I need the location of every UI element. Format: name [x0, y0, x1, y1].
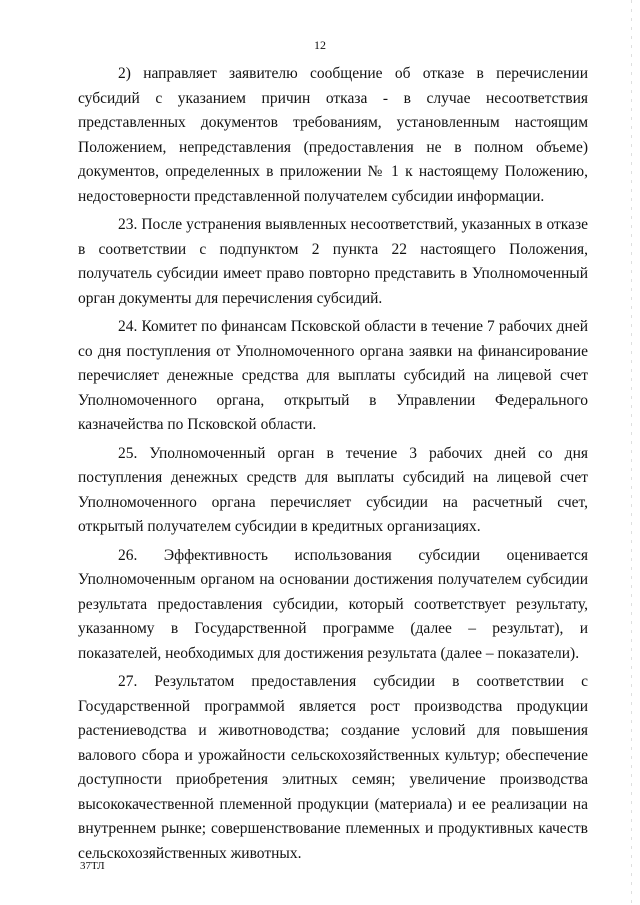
page-number: 12	[314, 38, 326, 52]
paragraph-27: 27. Результатом предоставления субсидии в соответствии с Государственной программой является рост производства продукции растениеводства и животноводства; создание условий для повышения валового сбора и урожайности сельскохозяйственных культур; обеспечение доступности приобретения элитных семян; увеличение производства высококачественной племенной продукции (материала) и ее реализации на внутреннем рынке; совершенствование племенных и продуктивных качеств сельскохозяйственных животных.	[78, 673, 588, 862]
paragraph-23: 23. После устранения выявленных несоответствий, указанных в отказе в соответствии с подпунктом 2 пункта 22 настоящего Положения, получатель субсидии имеет право повторно представить в Уполномоченный орган документы для перечисления субсидий.	[78, 216, 588, 307]
paragraph-item-2: 2) направляет заявителю сообщение об отказе в перечислении субсидий с указанием причин отказа - в случае несоответствия представленных документов требованиям, установленным настоящим Положением, непредставления (предоставления не в полном объеме) документов, определенных в приложении № 1 к настоящему Положению, недостоверности представленной получателем субсидии информации.	[78, 65, 588, 205]
document-code: 37ТЛ	[80, 860, 105, 872]
paragraph-25: 25. Уполномоченный орган в течение 3 рабочих дней со дня поступления денежных средств для выплаты субсидий на лицевой счет Уполномоченного органа перечисляет субсидии на расчетный счет, открытый получателем субсидии в кредитных организациях.	[78, 444, 588, 535]
scan-edge-artifact	[631, 0, 632, 905]
paragraph-26: 26. Эффективность использования субсидии оценивается Уполномоченным органом на основании достижения получателем субсидии результата предоставления субсидии, который соответствует результату, указанному в Государственной программе (далее – результат), и показателей, необходимых для достижения результата (далее – показатели).	[78, 546, 588, 662]
paragraph-24: 24. Комитет по финансам Псковской области в течение 7 рабочих дней со дня поступления от Уполномоченного органа заявки на финансирование перечисляет денежные средства для выплаты субсидий на лицевой счет Уполномоченного органа, открытый в Управлении Федерального казначейства по Псковской области.	[78, 318, 588, 433]
document-body	[78, 62, 588, 866]
